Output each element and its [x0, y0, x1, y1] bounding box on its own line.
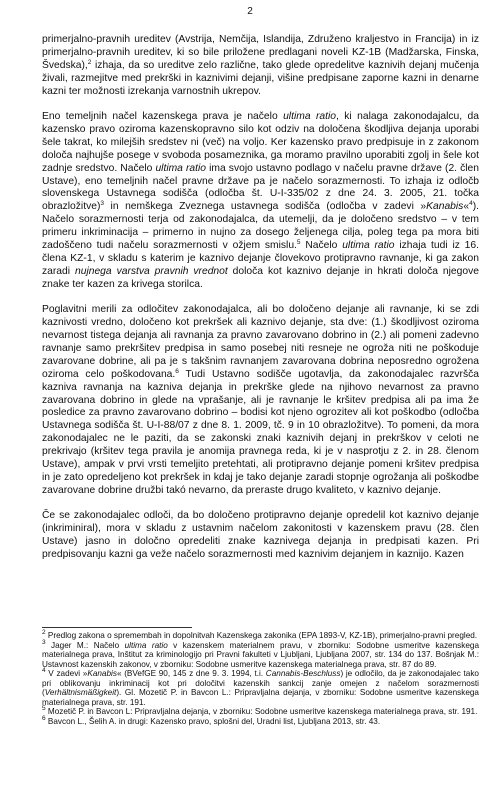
text-run: Predlog zakona o spremembah in dopolnitvah Kazenskega zakonika (EPA 1893-V, KZ-1B), primerjalno-pravni pregled. [45, 631, 478, 640]
body-paragraph [42, 34, 479, 99]
text-run: Eno temeljnih načel kazenskega prava je načelo [42, 111, 284, 123]
text-run: primerjalno-pravnih ureditev (Avstrija, Nemčija, Islandija, Združeno kraljestvo in Francija) in iz primerjalno-pravnih ureditev, ki so bile priložene predlagani noveli KZ-1B (Madžarska, Finska, Švedska), [42, 34, 479, 71]
footnote-marker: 4 [469, 200, 473, 208]
text-run: V zadevi » [45, 669, 88, 678]
body-paragraph [42, 304, 479, 498]
footnote-marker: 6 [42, 714, 46, 722]
text-run: določa kot kaznivo dejanje in hkrati določa njegove znake ter kazen za krivega storilca. [42, 265, 479, 290]
body-paragraph [42, 510, 479, 562]
text-run: ) je odločilo, da je zakonodajalec tako pri oblikovanju inkriminacij kot pri določitvi kazenskih sankcij zanje omejen z načelom sorazmernosti ( [42, 669, 479, 697]
text-run: Mozetič P. in Bavcon L: Pripravljalna dejanja, v zborniku: Sodobne usmeritve kazenskega materialnega prava, str. 191. [45, 707, 478, 716]
text-run: Verhältnismäßigkeit [44, 688, 117, 697]
footnotes [42, 631, 479, 726]
text-run: Poglavitni merili za odločitev zakonodajalca, ali bo določeno dejanje ali ravnanje, ki se zdi kaznivosti vredno, določeno kot prekršek ali kaznivo dejanje, sta dve: (1.) škodljivost oziroma nevarnost tistega dejanja ali ravnanja za pravno zavarovano dobrino in (2.) ali pomeni zadevno ravnanje samo prekršitev predpisa in samo posebej niti resneje ne ogroža niti ne poškoduje zavarovane dobrine, ali pa je s takšnim ravnanjem zavarovana dobrina neposredno ogrožena oziroma celo poškodovana. [42, 304, 479, 380]
page-number: 2 [247, 6, 253, 17]
footnote-marker: 3 [42, 638, 46, 646]
text-run: ultima ratio [124, 640, 168, 650]
text-run: « [463, 201, 470, 213]
text-run: ). Načelo sorazmernosti terja od zakonodajalca, da utemelji, da je določeno sredstvo – v tem primeru inkriminacija – primerno in nujno za dosego željenega cilja, poleg tega pa mora biti zadoščeno tudi načelu sorazmernosti v ožjem smislu. [42, 201, 479, 252]
text-run: ultima ratio [155, 162, 207, 174]
body-paragraph [42, 111, 479, 292]
text-run: in nemškega Zveznega ustavnega sodišča (odločba v zadevi » [104, 201, 427, 213]
footnote-marker: 4 [42, 667, 46, 674]
footnote-marker: 5 [42, 705, 46, 712]
footnote-marker: 5 [296, 239, 301, 247]
footnote [42, 714, 479, 727]
text-run: Cannabis-Beschluss [265, 669, 341, 678]
footnote-marker: 6 [175, 367, 179, 375]
text-run: v kazenskem materialnem pravu, v zborniku: Sodobne usmeritve kazenskega materialnega prava, Inštitut za kriminologijo pri Pravni fakulteti v Ljubljani, Ljubljana 2007, str. 134 do 137. Bošnjak M.: Ustavnost kazenskih zakonov, v zborniku: Sodobne usmeritve kazenskega materialnega prava, str. 87 do 89. [42, 640, 480, 669]
footnote [42, 707, 479, 717]
text-run: Bavcon L., Šelih A. in drugi: Kazensko pravo, splošni del, Uradni list, Ljubljana 2013, str. 43. [45, 716, 381, 726]
text-run: Načelo [300, 240, 343, 252]
footnote-marker: 2 [87, 58, 92, 66]
text-run: izhaja tudi iz 16. člena KZ-1, v skladu s katerim je kaznivo dejanje človekovo protipravno ravnanje, ki ga zakon zaradi [42, 240, 479, 277]
main-text [42, 34, 479, 574]
text-run: Če se zakonodajalec odloči, da bo določeno protipravno dejanje opredelil kot kaznivo dejanje (inkriminiral), mora v skladu z ustavnim načelom zakonitosti v kazenskem pravu (28. člen Ustave) jasno in določno opredeliti znake kaznivega dejanja in predpisati kazen. Pri predpisovanju kazni ga veže načelo sorazmernosti med kaznivim dejanjem in kaznijo. Kazen [42, 510, 479, 561]
text-run: Kanabis [87, 669, 117, 678]
text-run: Tudi Ustavno sodišče ugotavlja, da zakonodajalec razvršča kazniva ravnanja na kazniva dejanja in prekrške glede na njihovo nevarnost za pravno zavarovana dobrino in glede na vprašanje, ali je ravnanje le kršitev predpisa ali pa ima že posledice za pravno zavarovano dobrino – bodisi kot njeno ogrozitev ali kot poškodbo (odločba Ustavnega sodišča št. U-I-88/07 z dne 8. 1. 2009, tč. 9 in 10 obrazložitve). To pomeni, da mora zakonodajalec ne le paziti, da se zakonski znaki kaznivih dejanj in prekrškov v celoti ne prekrivajo (kršitev tega pravila je anomija pravnega reda, ki je v nasprotju z 2. in 28. členom Ustave), ampak v prvi vrsti temeljito pretehtati, ali protipravno dejanje pomeni kršitev predpisa in je zato opredeljeno kot prekršek in kdaj je tako dejanje zaradi stopnje ogrožanja ali poškodbe zavarovane dobrine družbi takó nevarno, da preraste drugo kvaliteto, v kaznivo dejanje. [42, 368, 479, 496]
text-run: ultima ratio [283, 111, 336, 123]
text-run: nujnega varstva pravnih vrednot [74, 265, 228, 277]
text-run: ima svojo ustavno podlago v načelu pravne države (2. člen Ustave), eno temeljnih načel pravne države pa je načelo sorazmernosti. To izhaja iz odločb slovenskega Ustavnega sodišča (odločba št. U-I-335/02 z dne 24. 3. 2005, 21. točka obrazložitve) [42, 162, 479, 213]
text-run: , ki nalaga zakonodajalcu, da kazensko pravo oziroma kazenskopravno silo kot odziv na določena škodljiva dejanja uporabi šele takrat, ko milejših sredstev ni (več) na voljo. Ker kazensko pravo predpisuje in z zakonom določa najhujše posege v svoboda posameznika, ga moramo pravilno uporabiti zgolj in šele kot zadnje sredstvo. Načelo [42, 111, 480, 174]
text-run: ). Gl. Mozetič P. in Bavcon L.: Pripravljalna dejanja, v zborniku: Sodobne usmeritve kazenskega materialnega prava, str. 191. [42, 688, 479, 707]
footnote-marker: 3 [100, 200, 104, 208]
footnote [42, 669, 479, 707]
text-run: Kanabis [426, 201, 464, 213]
footnote-marker: 2 [42, 629, 46, 636]
text-run: ultima ratio [342, 240, 395, 252]
footnote-separator [42, 627, 192, 628]
text-run: izhaja, da so ureditve zelo različne, tako glede opredelitve kaznivih dejanj mučenja živali, razmejitve med prekrški in kaznivimi dejanji, višine predpisane zaporne kazni in denarne kazni ter možnosti izrekanja varnostnih ukrepov. [42, 59, 479, 97]
footnote [42, 638, 480, 670]
text-run: Jager M.: Načelo [45, 640, 125, 650]
text-run: « (BVefGE 90, 145 z dne 9. 3. 1994, t.i. [116, 669, 266, 678]
footnote [42, 631, 479, 641]
